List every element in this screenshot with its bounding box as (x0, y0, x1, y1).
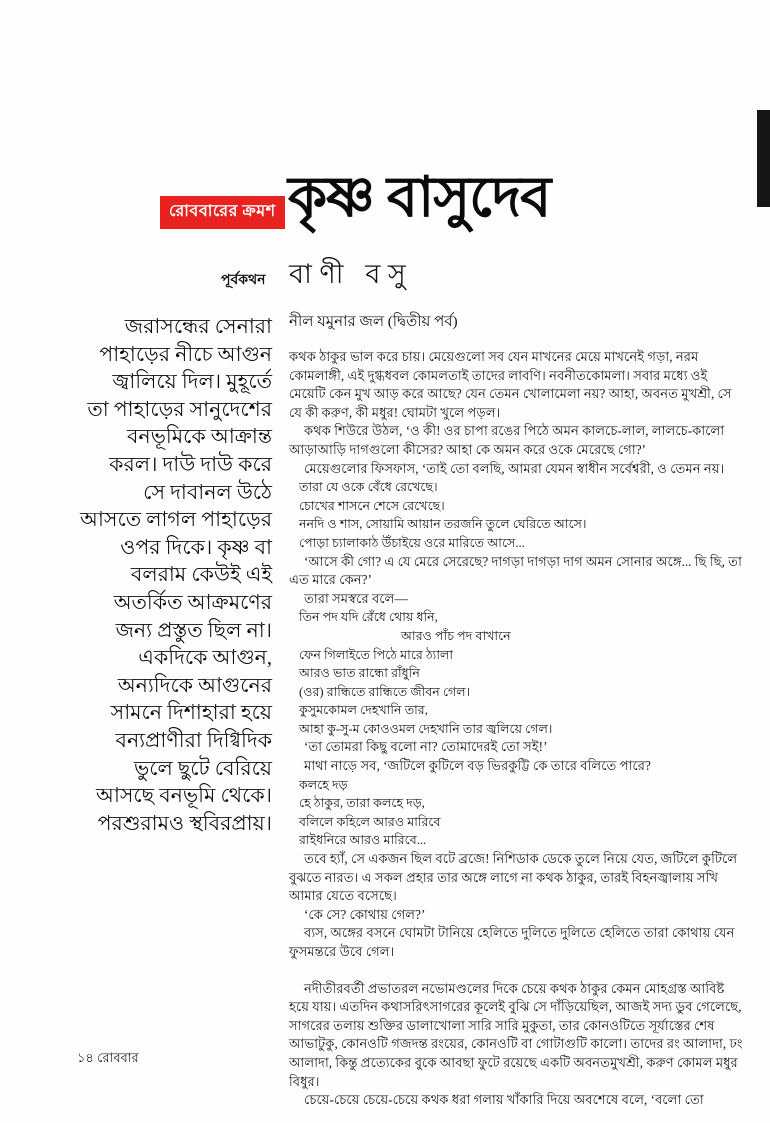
pull-quote-line: আসতে লাগল পাহাড়ের (80, 509, 272, 532)
body-paragraph: মেয়েগুলোর ফিসফাস, ‘তাই তো বলছি, আমরা যেমন স্বাধীন সর্বেশ্বরী, ও তেমন নয়। (304, 460, 725, 476)
body-paragraph: মাথা নাড়ে সব, ‘জটিলে কুটিলে বড় ভিরকুট্টি কে তারে বলিতে পারে? (304, 758, 651, 774)
body-paragraph: ‘কে সে? কোথায় গেল?’ (304, 906, 426, 922)
pull-quote-line: একদিকে আগুন, (138, 647, 272, 670)
pull-quote-line: তা পাহাড়ের সানুদেশের (87, 398, 272, 421)
verse-line: কুসুমকোমল দেহখানি তার, (299, 703, 428, 718)
body-text-column (289, 348, 747, 1110)
verse-line: তিন পদ যদি রেঁধে থোয় ধনি, (299, 610, 438, 625)
pull-quote-line: পরশুরামও স্থবিরপ্রায়। (97, 812, 272, 835)
verse-line: পোড়া চ্যালাকাঠ উঁচাইয়ে ওরে মারিতে আসে... (299, 535, 525, 550)
verse-line: (ওর) রান্ধিতে রান্ধিতে জীবন গেল। (299, 684, 471, 699)
bleed-mark (757, 110, 770, 207)
verse-line: চোখের শাসনে শেসে রেখেছে। (299, 498, 445, 513)
pull-quote-line: জরাসন্ধের সেনারা (124, 316, 272, 338)
body-paragraph: ‘তা তোমরা কিছু বলো না? তোমাদেরই তো সই!’ (304, 739, 548, 755)
pull-quote-line: সে দাবানল উঠে (143, 481, 272, 504)
verse-line: আরও ভাত রান্ধো রাঁধুনি (299, 666, 420, 681)
verse-line: কলহে দড় (299, 777, 348, 792)
verse-line: ননদি ও শাস, সোয়ামি আয়ান তরজনি তুলে ঘেরিতে আসে। (299, 517, 587, 532)
body-paragraph: ব্যস, অঙ্গের বসনে ঘোমটা টানিয়ে হেলিতে দুলিতে দুলিতে হেলিতে তারা কোথায় যেন ফুসমন্তরে উবে গেল। (289, 925, 735, 959)
verse-line: আহা কু-সু-ম কোওওমল দেহখানি তার জ্বলিয়ে গেল। (299, 721, 553, 736)
pull-quote-column (58, 314, 272, 838)
pull-quote-line: করল। দাউ দাউ করে (109, 453, 272, 476)
prologue-label: পূর্বকথন (221, 273, 266, 288)
serial-kicker-badge: রোববারের ক্রমশ (160, 196, 285, 229)
pull-quote-line: পাহাড়ের নীচে আগুন (99, 343, 272, 366)
author-name: বাণী বসু (289, 259, 414, 289)
pull-quote-line: ওপর দিকে। কৃষ্ণ বা (120, 536, 272, 559)
body-paragraph: তবে হ্যাঁ, সে একজন ছিল বটে ব্রজে! নিশিডাক ডেকে তুলে নিয়ে যেত, জটিলে কুটিলে বুঝতে নারত। এ সকল প্রহার তার অঙ্গে লাগে না কথক ঠাকুর, তারই বিহনজ্বালায় সখি আমার যেতে বসেছে। (289, 851, 738, 904)
body-paragraph: কথক ঠাকুর ভাল করে চায়। মেয়েগুলো সব যেন মাখনের মেয়ে মাখনেই গড়া, নরম কোমলাঙ্গী, এই দুগ্ধধবল কোমলতাই তাদের লাবণি। নবনীতকোমলা। সবার মধ্যে ওই মেয়েটি কেন মুখ আড় করে আছে? যেন তেমন খোলামেলা নয়? আহা, অবনত মুখশ্রী, সে যে কী করুণ, কী মধুর! ঘোমটা খুলে পড়ল। (289, 349, 732, 420)
pull-quote-line: জন্য প্রস্তুত ছিল না। (115, 619, 272, 642)
verse-line: তারা যে ওকে বেঁধে রেখেছে। (299, 480, 438, 495)
body-paragraph: ‘আসে কী গো? এ যে মেরে সেরেছে? দাগড়া দাগড়া দাগ অমন সোনার অঙ্গে... ছি ছি, তা এত মারে কেন?’ (289, 553, 742, 588)
body-paragraph: চেয়ে-চেয়ে চেয়ে-চেয়ে কথক ধরা গলায় খাঁকারি দিয়ে অবশেষে বলে, ‘বলো তো (304, 1092, 704, 1108)
pull-quote-line: বন্যপ্রাণীরা দিগ্বিদিক (115, 729, 272, 752)
page-number-footer: ১৪ রোববার (77, 1050, 139, 1065)
pull-quote-line: অন্যদিকে আগুনের (117, 674, 272, 697)
verse-line: হে ঠাকুর, তারা কলহে দড়, (299, 796, 425, 811)
body-paragraph: তারা সমস্বরে বলে— (304, 590, 408, 606)
pull-quote-line: বনভূমিকে আক্রান্ত (127, 426, 272, 449)
story-title: কৃষ্ণ বাসুদেব (288, 167, 551, 229)
pull-quote-line: অতর্কিত আক্রমণের (113, 591, 272, 614)
verse-line: রাইধনিরে আরও মারিবে... (299, 833, 427, 848)
pull-quote-line: জ্বালিয়ে দিল। মুহূর্তে (112, 371, 272, 394)
verse-line: বলিলে কহিলে আরও মারিবে (299, 814, 441, 829)
verse-line: আরও পাঁচ পদ বাখানে (401, 628, 511, 643)
body-paragraph: কথক শিউরে উঠল, ‘ও কী! ওর চাপা রঙের পিঠে অমন কালচে-লাল, লালচে-কালো আড়াআড়ি দাগগুলো কীসের? আহা কে অমন করে ওকে মেরেছে গো?’ (289, 423, 725, 457)
pull-quote-line: ভুলে ছুটে বেরিয়ে (133, 757, 272, 780)
pull-quote-line: বলরাম কেউই এই (130, 564, 272, 587)
pull-quote-line: সামনে দিশাহারা হয়ে (110, 702, 272, 725)
body-paragraph: নদীতীরবর্তী প্রভাতরল নভোমণ্ডলের দিকে চেয়ে কথক ঠাকুর কেমন মোহগ্রস্ত আবিষ্ট হয়ে যায়। এতদিন কথাসরিৎসাগরের কূলেই বুঝি সে দাঁড়িয়েছিল, আজই সদ্য ডুব গেলেছে, সাগরের তলায় শুক্তির ডালাখোলা সারি সারি মুকুতা, তার কোনওটিতে সূর্যাস্তের শেষ আভাটুকু, কোনওটি গজদন্ত রংয়ের, কোনওটি বা গোটাগুটি কালো। তাদের রং আলাদা, ঢং আলাদা, কিন্তু প্রত্যেকের বুকে আবছা ফুটে রয়েছে একটি অবনতমুখশ্রী, করুণ কোমল মধুর বিধুর। (289, 980, 743, 1089)
pull-quote-line: আসছে বনভূমি থেকে। (95, 785, 272, 808)
verse-line: ফেন গিলাইতে পিঠে মারে ঠ্যালা (299, 647, 454, 662)
story-subtitle: নীল যমুনার জল (দ্বিতীয় পর্ব) (289, 314, 458, 330)
